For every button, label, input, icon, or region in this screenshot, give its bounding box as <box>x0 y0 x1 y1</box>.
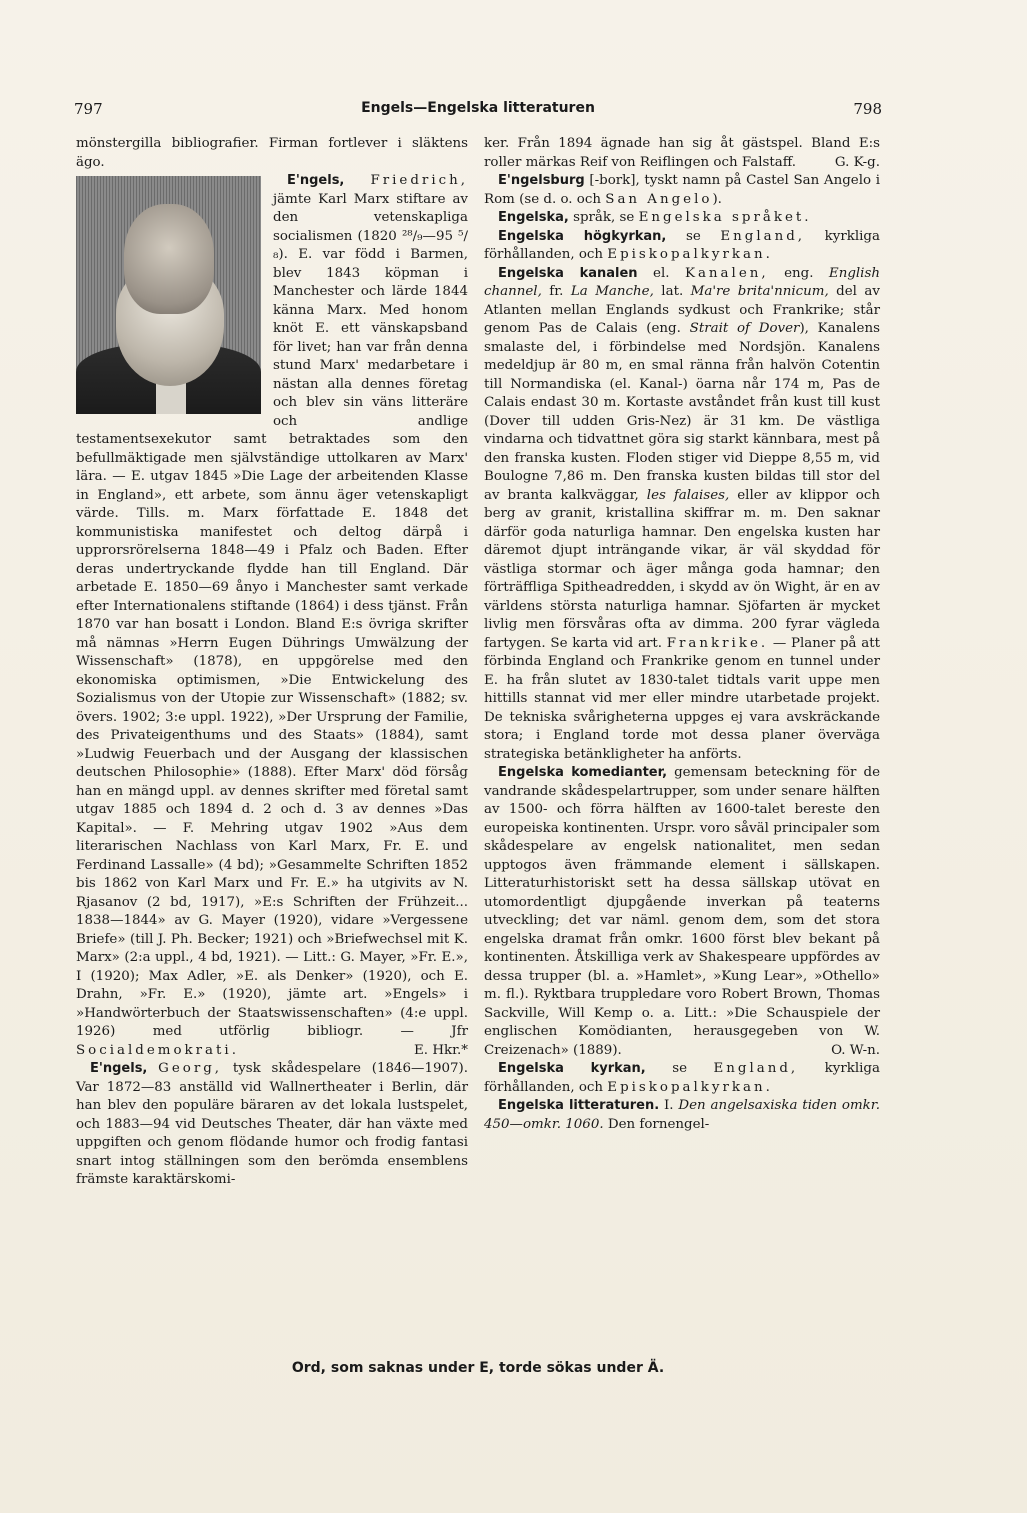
headword: E'ngels, <box>90 1061 148 1076</box>
entry-engels-georg <box>76 1060 468 1190</box>
cross-reference: England, <box>713 1061 799 1076</box>
cross-reference: Engelska språket. <box>638 210 812 225</box>
headword: Engelska komedianter, <box>498 765 668 780</box>
cross-reference: Frankrike. <box>666 635 769 651</box>
portrait-image <box>76 176 261 414</box>
cross-reference: San Angelo <box>605 191 713 207</box>
headword: Engelska litteraturen. <box>498 1098 660 1113</box>
page-number-right: 798 <box>853 100 882 118</box>
cross-reference: Episkopalkyrkan. <box>607 1079 773 1095</box>
footer-note: Ord, som saknas under E, torde sökas under Ä. <box>291 1360 665 1376</box>
headword: Engelska högkyrkan, <box>498 228 667 244</box>
author-signature: E. Hkr.* <box>414 1042 468 1058</box>
entry-engelsburg: E'ngelsburg [-bork], tyskt namn på Castel San Angelo i Rom (se d. o. och San Angelo). <box>484 173 880 207</box>
running-title: Engels—Engelska litteraturen <box>361 100 595 116</box>
entry-engelska-hogkyrkan: Engelska högkyrkan, se England, kyrkliga förhållanden, och Episkopalkyrkan. <box>484 228 880 262</box>
page-number-left: 797 <box>74 100 103 118</box>
paragraph-continuation: ker. Från 1894 ägnade han sig åt gästspel. Bland E:s roller märkas Reif von Reiflingen och Falstaff. G. K-g. <box>484 135 880 172</box>
headword: Engelska, <box>498 210 569 225</box>
cross-reference: Kanalen, <box>684 265 769 281</box>
headword: E'ngels, <box>287 173 345 188</box>
entry-engels-friedrich <box>76 172 468 1060</box>
entry-text: jämte Karl Marx stiftare av den vetenskapliga socialismen (1820 ²⁸/₉—95 ⁵/₈). E. var född i Barmen, blev 1843 köpman i Manchester och lärde 1844 känna Marx. Med honom knöt E. ett vänskapsband för livet; han var från denna stund Marx' medarbetare i nästan alla dennes företag och blev sin väns litteräre och andlige testamentsexekutor samt betraktades som den befullmäktigade men självständige uttolkaren av Marx' lära. — E. utgav 1845 »Die Lage der arbeitenden Klasse in England», ett arbete, som ännu äger vetenskapligt värde. Tills. m. Marx författade E. 1848 det kommunistiska manifestet och deltog därpå i upprorsrörelserna 1848—49 i Pfalz och Baden. Efter deras undertryckande flydde han till England. Där arbetade E. 1850—69 ånyo i Manchester samt verkade efter Internationalens stiftande (1864) i dess tjänst. Från 1870 var han bosatt i London. Bland E:s övriga skrifter må nämnas »Herrn Eugen Dührings Umwälzung der Wissenschaft» (1878), en uppgörelse med den ekonomiska optimismen, »Die Entwickelung des Sozialismus von der Utopie zur Wissenschaft» (1882; sv. övers. 1902; 3:e uppl. 1922), »Der Ursprung der Familie, des Privateigenthums und des Staats» (1884), samt »Ludwig Feuerbach und der Ausgang der klassischen deutschen Philosophie» (1888). Efter Marx' död försåg han en mängd uppl. av dennes skrifter med företal samt utgav 1885 och 1894 d. 2 och d. 3 av dennes »Das Kapital». — F. Mehring utgav 1902 »Aus dem literarischen Nachlass von Karl Marx, Fr. E. und Ferdinand Lassalle» (4 bd); »Gesammelte Schriften 1852 bis 1862 von Karl Marx und Fr. E.» ha utgivits av N. Rjasanov (2 bd, 1917), »E:s Schriften der Frühzeit... 1838—1844» av G. Mayer (1920), vidare »Vergessene Briefe» (till J. Ph. Becker; 1921) och »Briefwechsel mit K. Marx» (2:a uppl., 4 bd, 1921). — Litt.: G. Mayer, »Fr. E.», I (1920); Max Adler, »E. als Denker» (1920), och E. Drahn, »Fr. E.» (1920), jämte art. »Engels» i »Handwörterbuch der Staatswissenschaften» (4:e uppl. 1926) med utförlig bibliogr. — Jfr <box>76 191 468 1039</box>
entry-engelska: Engelska, språk, se Engelska språket. <box>498 210 812 225</box>
paragraph-continuation: mönstergilla bibliografier. Firman fortlever i släktens ägo. <box>76 136 468 170</box>
column-right <box>484 135 880 1134</box>
cross-reference: England, <box>720 228 806 244</box>
entry-engelska-kyrkan: Engelska kyrkan, se England, kyrkliga förhållanden, och Episkopalkyrkan. <box>484 1061 880 1095</box>
given-name: Georg, <box>158 1061 223 1076</box>
headword: Engelska kanalen <box>498 265 638 281</box>
column-left <box>76 135 468 1190</box>
page-header <box>74 100 882 124</box>
cross-reference: Socialdemokrati. <box>76 1042 239 1058</box>
entry-text: tysk skådespelare (1846—1907). Var 1872—83 anställd vid Wallnertheater i Berlin, där han blev den populäre bäraren av det lokala lustspelet, och 1883—94 vid Deutsches Theater, där han växte med uppgiften och genom flödande humor och frodig fantasi snart intog ställningen som den berömda ensemblens främste karaktärskomi- <box>76 1061 469 1187</box>
author-signature: G. K-g. <box>834 154 880 170</box>
entry-engelska-komedianter: Engelska komedianter, gemensam beteckning för de vandrande skådespelartrupper, som under senare hälften av 1500- och förra hälften av 1600-talet bereste den europeiska kontinenten. Urspr. voro såväl principaler som skådespelare av engelsk nationalitet, men sedan upptogos även främmande element i sällskapen. Litteraturhistoriskt sett ha dessa sällskap utövat en utomordentligt djupgående inverkan på teaterns utveckling; det var näml. genom dem, som det stora engelska dramat från omkr. 1600 först blev bekant på kontinenten. Åtskilliga verk av Shakespeare uppfördes av dessa trupper (bl. a. »Hamlet», »Kung Lear», »Othello» m. fl.). Ryktbara truppledare voro Robert Brown, Thomas Sackville, Will Kemp o. a. Litt.: »Die Schauspiele der englischen Komödianten, herausgegeben von W. Creizenach» (1889). O. W-n. <box>484 764 880 1060</box>
author-signature: O. W-n. <box>831 1042 880 1058</box>
entry-engelska-kanalen: Engelska kanalen el. Kanalen, eng. English channel, fr. La Manche, lat. Ma're brita'nnicum, del av Atlanten mellan Englands sydkust och Frankrike; står genom Pas de Calais (eng. Strait of Dover), Kanalens smalaste del, i förbindelse med Nordsjön. Kanalens medeldjup är 80 m, en smal ränna från halvön Cotentin till Normandiska (el. Kanal-) öarna når 174 m, Pas de Calais endast 30 m. Kortaste avståndet från kust till kust (Dover till udden Gris-Nez) är 31 km. De västliga vindarna och tidvattnet göra sig starkt kännbara, mest på den franska kusten. Floden stiger vid Dieppe 8,55 m, vid Boulogne 7,86 m. Den franska kusten bildas till stor del av branta kalkväggar, les falaises, eller av klippor och berg av granit, kristallina skiffrar m. m. Den saknar därför goda naturliga hamnar. Den engelska kusten har däremot djupt inträngande vikar, är väl skyddad för västliga stormar och äger många goda hamnar; den förträffliga Spitheadredden, i skydd av ön Wight, är en av världens största naturliga hamnar. Sjöfarten är mycket livlig men försvåras ofta av dimma. 200 fyrar vägleda fartygen. Se karta vid art. Frankrike. — Planer på att förbinda England och Frankrike genom en tunnel under E. ha från slutet av 1830-talet tidtals varit uppe men hittills stannat vid mer eller mindre utarbetade projekt. De tekniska svårigheterna uppges ej vara avskräckande stora; i England torde mot dessa planer överväga strategiska betänkligheter ha anförts. <box>484 265 880 762</box>
headword: Engelska kyrkan, <box>498 1061 646 1076</box>
headword: E'ngelsburg <box>498 173 585 188</box>
entry-engelska-litteraturen: Engelska litteraturen. I. Den angelsaxiska tiden omkr. 450—omkr. 1060. Den fornengel- <box>484 1098 880 1132</box>
given-name: Friedrich, <box>370 173 468 188</box>
cross-reference: Episkopalkyrkan. <box>607 247 773 262</box>
